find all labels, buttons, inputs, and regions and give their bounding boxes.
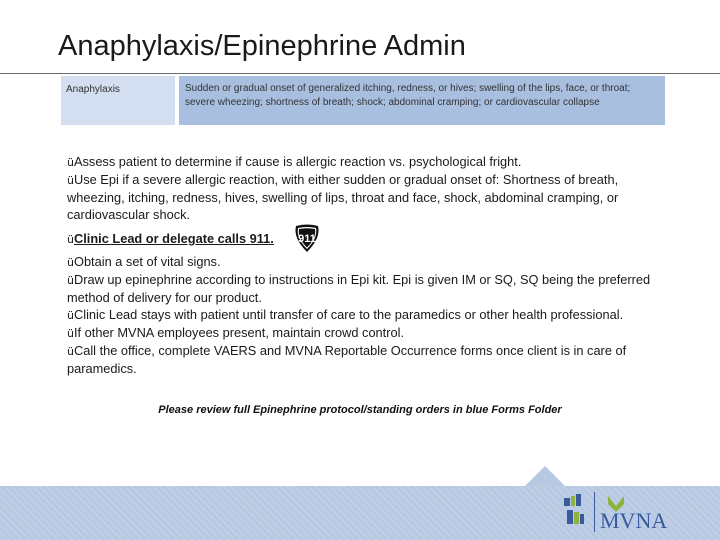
title-divider [0,73,720,74]
mvna-logo-text: MVNA [600,508,668,533]
check-icon: ü [67,309,74,322]
protocol-note: Please review full Epinephrine protocol/standing orders in blue Forms Folder [158,404,562,416]
step-item [67,153,662,171]
check-icon: ü [67,327,74,340]
step-text: Assess patient to determine if cause is allergic reaction vs. psychological fright. [73,154,522,169]
step-text: Draw up epinephrine according to instructions in Epi kit. Epi is given IM or SQ, SQ being the preferred method of delivery for our product. [67,272,651,305]
step-text: Clinic Lead stays with patient until transfer of care to the paramedics or other health professional. [73,307,624,322]
step-item [67,324,662,342]
footer-notch [525,466,565,486]
check-icon: ü [67,256,74,269]
step-item [67,342,662,377]
page-title: Anaphylaxis/Epinephrine Admin [58,30,466,62]
check-icon: ü [67,345,74,358]
check-icon: ü [67,156,74,169]
step-item [67,306,662,324]
step-item [67,223,662,253]
step-text: Use Epi if a severe allergic reaction, with either sudden or gradual onset of: Shortness of breath, wheezing, itching, redness, hives, swelling of lips, throat and face, shock, abdominal cramping, or cardiovascular shock. [67,172,619,222]
step-item [67,253,662,271]
shield-label: 911 [297,233,316,245]
check-icon: ü [67,233,74,246]
step-text: Obtain a set of vital signs. [73,254,221,269]
step-text: If other MVNA employees present, maintain crowd control. [73,325,405,340]
step-text: Call the office, complete VAERS and MVNA Reportable Occurrence forms once client is in care of paramedics. [67,343,627,376]
interstate-911-shield-icon [292,223,322,253]
definition-table [61,76,665,125]
check-icon: ü [67,174,74,187]
step-text-emphasis: Clinic Lead or delegate calls 911. [73,231,274,246]
step-item [67,171,662,223]
definition-description: Sudden or gradual onset of generalized itching, redness, or hives; swelling of the lips, face, or throat; severe wheezing; shortness of breath; shock; abdominal cramping; or cardiovascular collapse [179,76,665,125]
check-icon: ü [67,274,74,287]
steps-list [67,153,662,377]
definition-term: Anaphylaxis [61,76,179,125]
step-item [67,271,662,306]
